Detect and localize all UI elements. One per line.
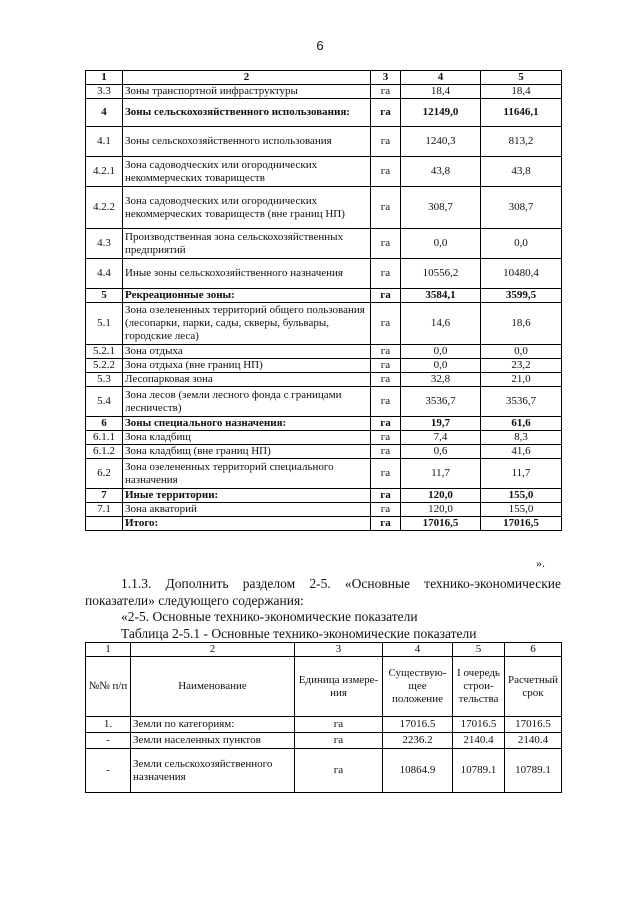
unit: га — [371, 259, 401, 289]
row-number: 7.1 — [86, 503, 123, 517]
page-number: 6 — [316, 38, 324, 53]
zone-name: Зона лесов (земли лесного фонда с границами лесничеств) — [123, 387, 371, 417]
table-row — [86, 503, 562, 517]
unit: га — [295, 733, 383, 749]
unit: га — [371, 229, 401, 259]
unit: га — [371, 303, 401, 345]
zone-name: Зоны специального назначения: — [123, 417, 371, 431]
indicator-name: Земли населенных пунктов — [131, 733, 295, 749]
table-row — [86, 289, 562, 303]
planned-value: 17016,5 — [481, 517, 562, 531]
table-row — [86, 459, 562, 489]
header-number-cell: 5 — [453, 643, 505, 657]
indicator-name: Земли по категориям: — [131, 717, 295, 733]
zone-name: Зоны сельскохозяйственного использования — [123, 127, 371, 157]
header-cell: Единица измере-ния — [295, 657, 383, 717]
unit: га — [371, 359, 401, 373]
tech-econ-indicators-table — [85, 642, 562, 793]
quote-end-mark: ». — [536, 556, 545, 570]
row-number: 5.4 — [86, 387, 123, 417]
unit: га — [371, 157, 401, 187]
current-value: 17016,5 — [401, 517, 481, 531]
zone-name: Зоны транспортной инфраструктуры — [123, 85, 371, 99]
row-number: 1. — [86, 717, 131, 733]
table-row — [86, 749, 562, 793]
current-value: 120,0 — [401, 503, 481, 517]
zone-name: Зона кладбищ (вне границ НП) — [123, 445, 371, 459]
current-value: 11,7 — [401, 459, 481, 489]
table-row — [86, 187, 562, 229]
stage-one-value: 2140.4 — [453, 733, 505, 749]
header-cell: Наименование — [131, 657, 295, 717]
header-cell: I очередь строи-тельства — [453, 657, 505, 717]
current-value: 19,7 — [401, 417, 481, 431]
planned-value: 0,0 — [481, 229, 562, 259]
unit: га — [371, 417, 401, 431]
row-number: 5.1 — [86, 303, 123, 345]
unit: га — [371, 387, 401, 417]
table-row — [86, 303, 562, 345]
header-cell: №№ п/п — [86, 657, 131, 717]
table-row — [86, 387, 562, 417]
row-number: 4.2.2 — [86, 187, 123, 229]
table-row — [86, 229, 562, 259]
current-value: 2236.2 — [383, 733, 453, 749]
header-number-cell: 6 — [505, 643, 562, 657]
current-value: 43,8 — [401, 157, 481, 187]
planned-value: 43,8 — [481, 157, 562, 187]
stage-one-value: 10789.1 — [453, 749, 505, 793]
row-number: 3.3 — [86, 85, 123, 99]
table-row — [86, 489, 562, 503]
unit: га — [371, 459, 401, 489]
row-number: 6.1.1 — [86, 431, 123, 445]
row-number: 5 — [86, 289, 123, 303]
zone-name: Зона кладбищ — [123, 431, 371, 445]
table-caption: Таблица 2-5.1 - Основные технико-экономические показатели — [121, 626, 477, 641]
header-cell: 4 — [401, 71, 481, 85]
planned-value: 21,0 — [481, 373, 562, 387]
planned-value: 11,7 — [481, 459, 562, 489]
current-value: 0,0 — [401, 229, 481, 259]
section-heading: «2-5. Основные технико-экономические показатели — [121, 609, 418, 624]
current-value: 0,0 — [401, 359, 481, 373]
unit: га — [371, 127, 401, 157]
row-number: - — [86, 733, 131, 749]
current-value: 120,0 — [401, 489, 481, 503]
table-row — [86, 359, 562, 373]
table-row — [86, 99, 562, 127]
zone-name: Зона отдыха (вне границ НП) — [123, 359, 371, 373]
row-number: 7 — [86, 489, 123, 503]
zone-name: Зона отдыха — [123, 345, 371, 359]
current-value: 12149,0 — [401, 99, 481, 127]
header-cell: 2 — [123, 71, 371, 85]
header-number-cell: 4 — [383, 643, 453, 657]
target-value: 10789.1 — [505, 749, 562, 793]
zone-name: Иные зоны сельскохозяйственного назначения — [123, 259, 371, 289]
planned-value: 308,7 — [481, 187, 562, 229]
current-value: 17016.5 — [383, 717, 453, 733]
unit: га — [371, 187, 401, 229]
unit: га — [371, 503, 401, 517]
table-row — [86, 717, 562, 733]
planned-value: 18,6 — [481, 303, 562, 345]
table-header-numbers-row — [86, 643, 562, 657]
planned-value: 18,4 — [481, 85, 562, 99]
planned-value: 155,0 — [481, 503, 562, 517]
zone-name: Зона садоводческих или огороднических некоммерческих товариществ (вне границ НП) — [123, 187, 371, 229]
unit: га — [295, 749, 383, 793]
current-value: 3536,7 — [401, 387, 481, 417]
header-cell: Расчетный срок — [505, 657, 562, 717]
stage-one-value: 17016.5 — [453, 717, 505, 733]
zone-name: Зоны сельскохозяйственного использования: — [123, 99, 371, 127]
row-number: 4.1 — [86, 127, 123, 157]
current-value: 0,6 — [401, 445, 481, 459]
current-value: 10864.9 — [383, 749, 453, 793]
planned-value: 813,2 — [481, 127, 562, 157]
row-number: 4.3 — [86, 229, 123, 259]
unit: га — [371, 517, 401, 531]
unit: га — [371, 373, 401, 387]
row-number: 4.2.1 — [86, 157, 123, 187]
unit: га — [371, 85, 401, 99]
indicator-name: Земли сельскохозяйственного назначения — [131, 749, 295, 793]
table-header-row — [86, 657, 562, 717]
table-row-total — [86, 517, 562, 531]
land-zones-table — [85, 70, 562, 531]
header-cell: Существую-щее положение — [383, 657, 453, 717]
header-number-cell: 2 — [131, 643, 295, 657]
zone-name: Зона озелененных территорий специального назначения — [123, 459, 371, 489]
target-value: 2140.4 — [505, 733, 562, 749]
table-header-row — [86, 71, 562, 85]
table-row — [86, 373, 562, 387]
planned-value: 11646,1 — [481, 99, 562, 127]
table-row — [86, 445, 562, 459]
row-number: 4 — [86, 99, 123, 127]
zone-name: Лесопарковая зона — [123, 373, 371, 387]
row-number: - — [86, 749, 131, 793]
planned-value: 8,3 — [481, 431, 562, 445]
planned-value: 3536,7 — [481, 387, 562, 417]
zone-name: Зона озелененных территорий общего пользования (лесопарки, парки, сады, скверы, бульвары, городские леса) — [123, 303, 371, 345]
table-row — [86, 733, 562, 749]
current-value: 14,6 — [401, 303, 481, 345]
header-cell: 5 — [481, 71, 562, 85]
zone-name: Производственная зона сельскохозяйственных предприятий — [123, 229, 371, 259]
table-row — [86, 85, 562, 99]
unit: га — [295, 717, 383, 733]
table-row — [86, 417, 562, 431]
table-row — [86, 157, 562, 187]
current-value: 0,0 — [401, 345, 481, 359]
current-value: 308,7 — [401, 187, 481, 229]
row-number: 5.3 — [86, 373, 123, 387]
paragraph-amendment: 1.1.3. Дополнить разделом 2-5. «Основные технико-экономические показатели» следующего содержания: — [85, 576, 561, 608]
zone-name: Зона садоводческих или огороднических некоммерческих товариществ — [123, 157, 371, 187]
table-row — [86, 431, 562, 445]
unit: га — [371, 431, 401, 445]
header-cell: 1 — [86, 71, 123, 85]
row-number: 5.2.1 — [86, 345, 123, 359]
planned-value: 0,0 — [481, 345, 562, 359]
table-row — [86, 345, 562, 359]
row-number: 6 — [86, 417, 123, 431]
planned-value: 3599,5 — [481, 289, 562, 303]
current-value: 3584,1 — [401, 289, 481, 303]
zone-name: Рекреационные зоны: — [123, 289, 371, 303]
planned-value: 10480,4 — [481, 259, 562, 289]
current-value: 7,4 — [401, 431, 481, 445]
row-number: 5.2.2 — [86, 359, 123, 373]
row-number: 4.4 — [86, 259, 123, 289]
current-value: 18,4 — [401, 85, 481, 99]
planned-value: 41,6 — [481, 445, 562, 459]
header-number-cell: 3 — [295, 643, 383, 657]
planned-value: 61,6 — [481, 417, 562, 431]
row-number — [86, 517, 123, 531]
zone-name: Итого: — [123, 517, 371, 531]
planned-value: 155,0 — [481, 489, 562, 503]
planned-value: 23,2 — [481, 359, 562, 373]
unit: га — [371, 99, 401, 127]
current-value: 10556,2 — [401, 259, 481, 289]
zone-name: Иные территории: — [123, 489, 371, 503]
unit: га — [371, 345, 401, 359]
target-value: 17016.5 — [505, 717, 562, 733]
header-cell: 3 — [371, 71, 401, 85]
row-number: 6.1.2 — [86, 445, 123, 459]
table-row — [86, 127, 562, 157]
header-number-cell: 1 — [86, 643, 131, 657]
unit: га — [371, 289, 401, 303]
table-row — [86, 259, 562, 289]
current-value: 1240,3 — [401, 127, 481, 157]
unit: га — [371, 489, 401, 503]
current-value: 32,8 — [401, 373, 481, 387]
zone-name: Зона акваторий — [123, 503, 371, 517]
unit: га — [371, 445, 401, 459]
row-number: 6.2 — [86, 459, 123, 489]
